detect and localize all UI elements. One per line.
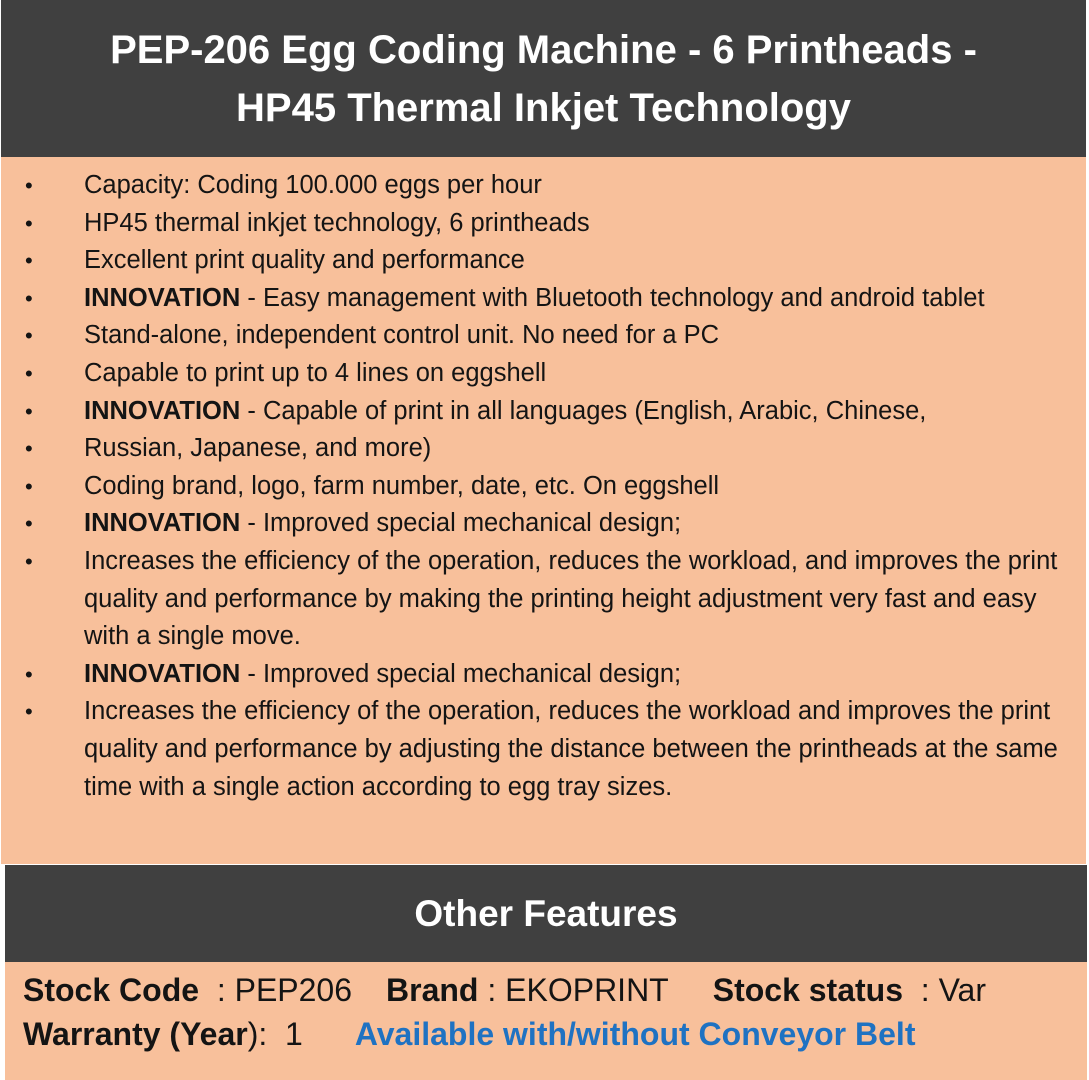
bullet-icon: •: [25, 248, 33, 274]
feature-item: [1, 656, 1086, 694]
feature-item: [1, 205, 1086, 243]
bullet-icon: •: [25, 699, 33, 725]
bullet-icon: •: [25, 473, 33, 499]
feature-item: [1, 505, 1086, 543]
feature-item: [1, 167, 1086, 205]
feature-text: - Capable of print in all languages (English, Arabic, Chinese,: [240, 396, 927, 425]
feature-item: [1, 693, 1086, 806]
warranty-value: ): 1: [247, 1016, 303, 1052]
feature-panel: [1, 157, 1086, 864]
feature-text: Capacity: Coding 100.000 eggs per hour: [84, 171, 542, 199]
feature-item: [1, 280, 1086, 318]
feature-text: - Improved special mechanical design;: [240, 659, 682, 688]
feature-text: Excellent print quality and performance: [84, 246, 525, 275]
page-title-line-1: PEP-206 Egg Coding Machine - 6 Printheads -: [110, 27, 977, 72]
meta-row-1: [23, 972, 986, 1009]
stock-code-value: : PEP206: [199, 972, 353, 1008]
feature-highlight: INNOVATION: [84, 509, 241, 538]
bullet-icon: •: [25, 548, 33, 574]
feature-text: Increases the efficiency of the operation, reduces the workload and improves the print quality and performance by adjusting the distance between the printheads at the same time with a single action according to egg tray sizes.: [84, 697, 1058, 801]
brand-value: : EKOPRINT: [478, 972, 669, 1008]
feature-item: [1, 393, 1086, 431]
page-title-line-2: HP45 Thermal Inkjet Technology: [236, 85, 851, 130]
feature-item: [1, 242, 1086, 280]
feature-list: [1, 157, 1086, 806]
stock-status-label: Stock status: [712, 972, 903, 1008]
stock-status-value: : Var: [903, 972, 986, 1008]
feature-item: [1, 317, 1086, 355]
bullet-icon: •: [25, 398, 33, 424]
bullet-icon: •: [25, 661, 33, 687]
feature-item: [1, 468, 1086, 506]
warranty-label: Warranty (Year: [23, 1016, 248, 1052]
feature-highlight: INNOVATION: [84, 283, 241, 312]
bullet-icon: •: [25, 173, 33, 198]
feature-highlight: INNOVATION: [84, 396, 241, 425]
conveyor-belt-note: Available with/without Conveyor Belt: [354, 1016, 916, 1052]
bullet-icon: •: [25, 210, 33, 236]
bullet-icon: •: [25, 323, 33, 349]
bullet-icon: •: [25, 511, 33, 537]
stock-code-label: Stock Code: [23, 972, 200, 1008]
feature-text: - Easy management with Bluetooth technology and android tablet: [240, 283, 985, 312]
brand-label: Brand: [386, 972, 479, 1008]
feature-item: [1, 355, 1086, 393]
product-meta: [5, 962, 1087, 1080]
feature-text: - Improved special mechanical design;: [240, 509, 682, 538]
feature-item: [1, 430, 1086, 468]
other-features-title: Other Features: [414, 892, 678, 934]
bullet-icon: •: [25, 360, 33, 386]
feature-text: Capable to print up to 4 lines on eggshell: [84, 358, 547, 387]
meta-row-2: [23, 1016, 915, 1053]
page-header: [1, 0, 1086, 157]
feature-text: Russian, Japanese, and more): [84, 434, 432, 463]
bullet-icon: •: [25, 436, 33, 462]
feature-highlight: INNOVATION: [84, 659, 241, 688]
feature-text: Increases the efficiency of the operation, reduces the workload, and improves the print quality and performance by making the printing height adjustment very fast and easy with a single move.: [84, 546, 1058, 651]
feature-text: HP45 thermal inkjet technology, 6 printheads: [84, 208, 590, 237]
feature-item: [1, 543, 1086, 656]
other-features-heading: [5, 865, 1087, 962]
feature-text: Stand-alone, independent control unit. No need for a PC: [84, 321, 720, 350]
feature-text: Coding brand, logo, farm number, date, etc. On eggshell: [84, 471, 720, 500]
bullet-icon: •: [25, 285, 33, 311]
